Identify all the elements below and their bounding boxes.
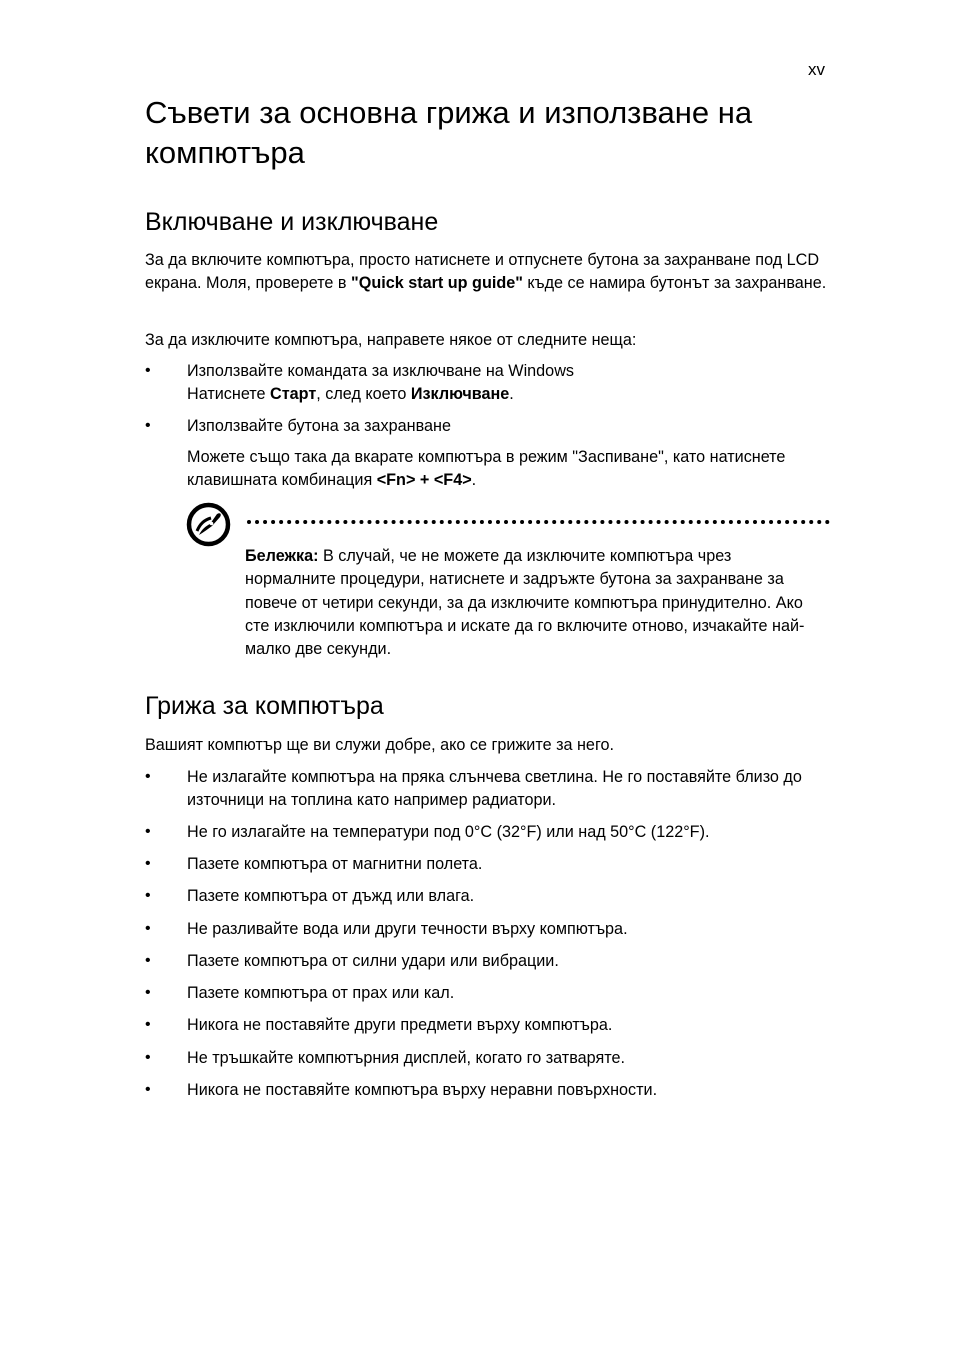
bullet-marker: • <box>145 855 151 872</box>
sleep-text-end: . <box>471 471 477 490</box>
list-item: Никога не поставяйте компютъра върху неравни повърхности. <box>187 1081 658 1099</box>
list-item: Пазете компютъра от прах или кал. <box>187 984 455 1002</box>
bullet-marker: • <box>145 1049 151 1066</box>
power-on-text: За да включите компютъра, просто натиснете и отпуснете бутона за захранване под LCD екрана. Моля, проверете в <box>145 251 820 293</box>
list-item: Пазете компютъра от силни удари или вибрации. <box>187 952 559 970</box>
page-number: xv <box>808 60 825 79</box>
bullet-marker: • <box>145 768 151 785</box>
list-item: Не излагайте компютъра на пряка слънчева светлина. Не го поставяйте близо до източници на топлина като например радиатори. <box>187 768 802 810</box>
step-end: . <box>509 385 514 404</box>
note-pen-icon <box>186 502 231 547</box>
note-text <box>245 545 825 661</box>
section-heading-care: Грижа за компютъра <box>145 692 384 720</box>
guide-reference: "Quick start up guide" <box>351 274 523 293</box>
bullet-marker: • <box>145 1081 151 1098</box>
power-off-intro: За да изключите компютъра, направете някое от следните неща: <box>145 331 637 349</box>
step-middle: , след което <box>316 385 411 404</box>
sleep-text: Можете също така да вкарате компютъра в режим "Заспиване", като натиснете клавишната комбинация <box>187 448 786 490</box>
bullet-marker: • <box>145 984 151 1001</box>
bullet-marker: • <box>145 417 151 434</box>
shutdown-label: Изключване <box>410 385 510 404</box>
note-body: В случай, че не можете да изключите компютъра чрез нормалните процедури, натиснете и задръжте бутона за захранване за повече от четири секунди, за да изключите компютъра принудително. Ако сте изключили компютъра и искате да го включите отново, изчакайте най-малко две секунди. <box>245 547 805 659</box>
bullet-marker: • <box>145 1016 151 1033</box>
list-item: Пазете компютъра от магнитни полета. <box>187 855 483 873</box>
list-item: Не го излагайте на температури под 0°C (32°F) или над 50°C (122°F). <box>187 823 710 841</box>
list-item: Пазете компютъра от дъжд или влага. <box>187 887 475 905</box>
note-divider <box>247 520 830 524</box>
note-label: Бележка: <box>245 547 319 565</box>
power-on-text-end: къде се намира бутонът за захранване. <box>522 274 827 293</box>
bullet-marker: • <box>145 952 151 969</box>
power-on-paragraph <box>145 249 845 296</box>
start-label: Старт <box>270 385 317 404</box>
step-prefix: Натиснете <box>187 385 271 404</box>
list-item: Използвайте бутона за захранване <box>187 417 451 435</box>
list-item: Не тръшкайте компютърния дисплей, когато го затваряте. <box>187 1049 625 1067</box>
care-intro: Вашият компютър ще ви служи добре, ако се грижите за него. <box>145 736 614 754</box>
bullet-marker: • <box>145 920 151 937</box>
list-item: Не разливайте вода или други течности върху компютъра. <box>187 920 628 938</box>
list-item <box>187 360 837 407</box>
bullet-marker: • <box>145 362 151 379</box>
windows-shutdown-text: Използвайте командата за изключване на Windows <box>187 362 574 380</box>
bullet-marker: • <box>145 887 151 904</box>
page-title: Съвети за основна грижа и използване на компютъра <box>145 95 753 170</box>
windows-shutdown-steps <box>187 383 837 406</box>
sleep-paragraph <box>187 446 837 493</box>
section-heading-power: Включване и изключване <box>145 208 439 236</box>
list-item: Никога не поставяйте други предмети върху компютъра. <box>187 1016 613 1034</box>
key-combination: <Fn> + <F4> <box>376 471 472 490</box>
bullet-marker: • <box>145 823 151 840</box>
